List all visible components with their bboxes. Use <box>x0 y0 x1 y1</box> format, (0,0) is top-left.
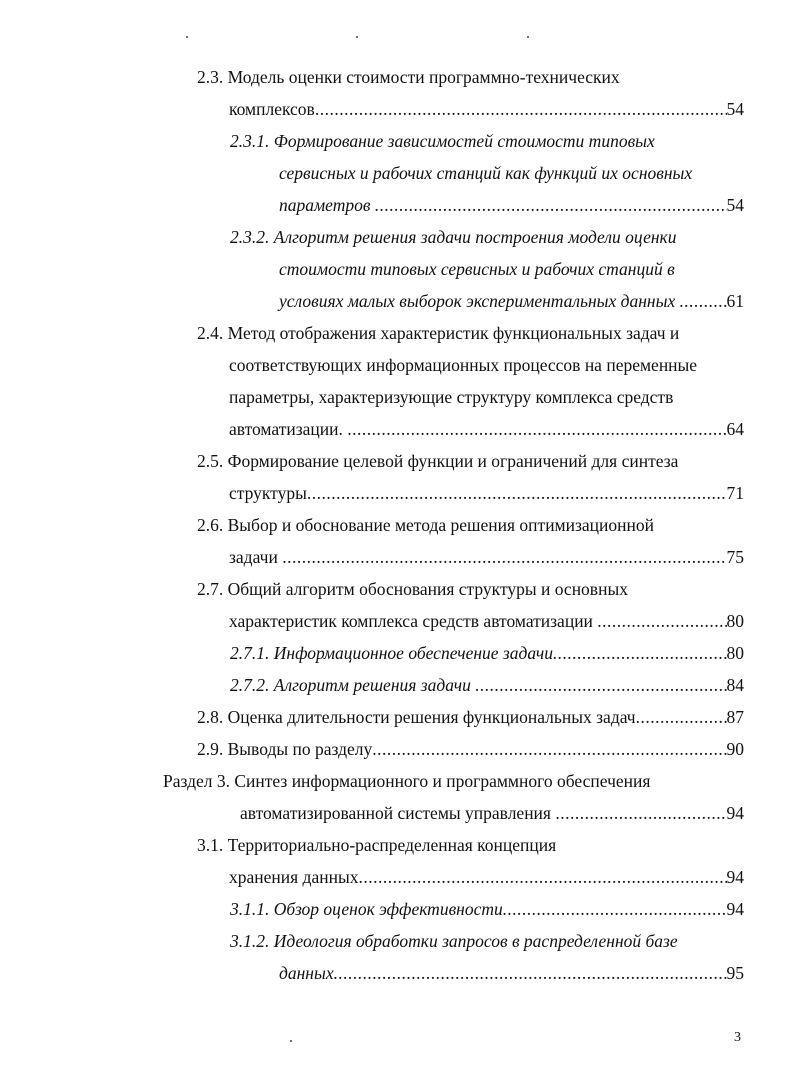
dot-leader <box>372 733 726 765</box>
toc-line <box>0 477 798 509</box>
scan-speck <box>356 36 358 38</box>
toc-line <box>0 381 798 413</box>
toc-entry-title-continued: характеристик комплекса средств автоматизации <box>229 611 598 631</box>
toc-page-number: 94 <box>726 899 744 919</box>
toc-entry-title-continued: структуры <box>229 483 307 503</box>
toc-line <box>0 733 798 765</box>
dot-leader <box>307 477 727 509</box>
toc-line <box>0 605 798 637</box>
toc-line <box>0 93 798 125</box>
toc-page-number: 61 <box>726 291 744 311</box>
toc-page-number: 94 <box>726 803 744 823</box>
toc-entry <box>0 637 798 669</box>
toc-line <box>0 221 798 253</box>
toc-entry-title: 2.3.2. Алгоритм решения задачи построения модели оценки <box>230 227 677 247</box>
toc-page-number: 71 <box>726 483 744 503</box>
toc-entry <box>0 701 798 733</box>
toc-entry-title-continued: условиях малых выборок экспериментальных данных <box>279 291 680 311</box>
dot-leader <box>282 541 726 573</box>
toc-line <box>0 893 798 925</box>
toc-entry <box>0 669 798 701</box>
toc-line <box>0 573 798 605</box>
toc-line <box>0 509 798 541</box>
toc-entry <box>0 317 798 445</box>
toc-entry-title-continued: комплексов <box>229 99 315 119</box>
toc-entry-title-continued: стоимости типовых сервисных и рабочих станций в <box>279 259 675 279</box>
toc-entry <box>0 733 798 765</box>
toc-entry-title-continued: хранения данных <box>229 867 359 887</box>
toc-line <box>0 189 798 221</box>
toc-page-number: 84 <box>726 675 744 695</box>
toc-entry-title-continued: сервисных и рабочих станций как функций их основных <box>279 163 693 183</box>
toc-page-number: 94 <box>726 867 744 887</box>
toc-line <box>0 61 798 93</box>
toc-entry-title: 3.1.1. Обзор оценок эффективности <box>230 899 503 919</box>
dot-leader <box>315 93 727 125</box>
scan-speck <box>186 36 188 38</box>
toc-entry <box>0 61 798 125</box>
toc-entry-title: 2.7.1. Информационное обеспечение задачи <box>230 643 553 663</box>
dot-leader <box>555 797 726 829</box>
toc-page-number: 95 <box>726 963 744 983</box>
dot-leader <box>375 189 727 221</box>
toc-entry <box>0 765 798 829</box>
toc-page-number: 87 <box>726 707 744 727</box>
toc-line <box>0 285 798 317</box>
toc-entry <box>0 573 798 637</box>
toc-line <box>0 861 798 893</box>
toc-entry <box>0 509 798 573</box>
page-number: 3 <box>734 1030 741 1045</box>
toc-line <box>0 349 798 381</box>
dot-leader <box>680 285 727 317</box>
toc-line <box>0 925 798 957</box>
dot-leader <box>347 413 726 445</box>
toc-entry-title: 2.8. Оценка длительности решения функциональных задач <box>197 707 636 727</box>
toc-page-number: 90 <box>726 739 744 759</box>
toc-entry-title: 2.6. Выбор и обоснование метода решения оптимизационной <box>197 515 655 535</box>
toc-page-number: 64 <box>726 419 744 439</box>
toc-line <box>0 765 798 797</box>
toc-entry-title-continued: соответствующих информационных процессов на переменные <box>229 355 698 375</box>
toc-entry <box>0 925 798 989</box>
scan-speck <box>527 36 529 38</box>
toc-entry-title-continued: автоматизации. <box>229 419 348 439</box>
toc-line <box>0 701 798 733</box>
toc-entry-title: 2.3.1. Формирование зависимостей стоимости типовых <box>230 131 655 151</box>
toc-line <box>0 797 798 829</box>
toc-entry-title-continued: задачи <box>229 547 283 567</box>
toc-page-number: 75 <box>726 547 744 567</box>
toc-line <box>0 413 798 445</box>
dot-leader <box>334 957 727 989</box>
toc-line <box>0 541 798 573</box>
toc-entry-title: 2.4. Метод отображения характеристик функциональных задач и <box>197 323 680 343</box>
toc-line <box>0 637 798 669</box>
toc-entry-title-continued: автоматизированной системы управления <box>240 803 556 823</box>
toc-line <box>0 157 798 189</box>
toc-line <box>0 125 798 157</box>
toc-line <box>0 669 798 701</box>
toc-entry-title: 2.5. Формирование целевой функции и ограничений для синтеза <box>197 451 679 471</box>
toc-entry-title-continued: параметры, характеризующие структуру комплекса средств <box>229 387 674 407</box>
dot-leader <box>553 637 727 669</box>
dot-leader <box>636 701 727 733</box>
toc-entry <box>0 893 798 925</box>
toc-entry-title: 2.7.2. Алгоритм решения задачи <box>230 675 476 695</box>
toc-entry-title: 2.3. Модель оценки стоимости программно-технических <box>197 67 620 87</box>
toc-entry <box>0 445 798 509</box>
toc-entry-title-continued: данных <box>279 963 334 983</box>
toc-page-number: 54 <box>726 195 744 215</box>
dot-leader <box>503 893 727 925</box>
toc-entry-title: Раздел 3. Синтез информационного и программного обеспечения <box>163 771 651 791</box>
toc-entry-title: 2.9. Выводы по разделу <box>197 739 373 759</box>
scan-speck <box>290 1040 292 1042</box>
dot-leader <box>475 669 726 701</box>
toc-entry <box>0 829 798 893</box>
table-of-contents <box>0 61 798 989</box>
toc-entry-title: 3.1. Территориально-распределенная концепция <box>197 835 557 855</box>
toc-entry-title: 2.7. Общий алгоритм обоснования структуры и основных <box>197 579 628 599</box>
toc-entry-title: 3.1.2. Идеология обработки запросов в распределенной базе <box>230 931 678 951</box>
dot-leader <box>597 605 726 637</box>
toc-entry-title-continued: параметров <box>279 195 375 215</box>
toc-line <box>0 957 798 989</box>
toc-page-number: 54 <box>726 99 744 119</box>
toc-line <box>0 317 798 349</box>
toc-line <box>0 445 798 477</box>
toc-page-number: 80 <box>726 611 744 631</box>
toc-entry <box>0 221 798 317</box>
dot-leader <box>358 861 726 893</box>
toc-line <box>0 253 798 285</box>
toc-page-number: 80 <box>726 643 744 663</box>
toc-entry <box>0 125 798 221</box>
toc-line <box>0 829 798 861</box>
